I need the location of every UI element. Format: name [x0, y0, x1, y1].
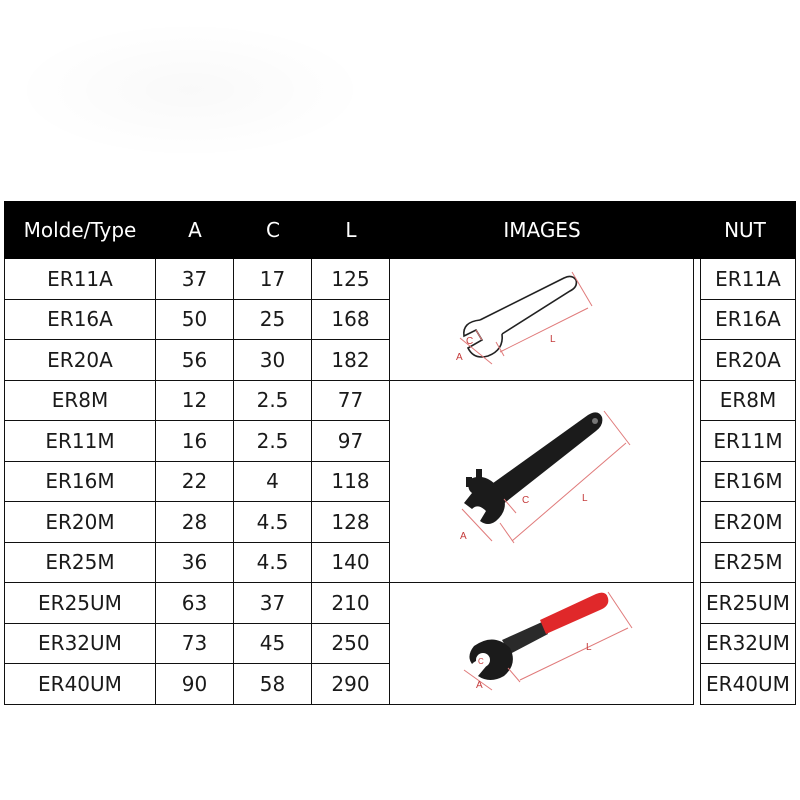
cell-l: 182 [312, 340, 390, 381]
nut-cell: ER25M [700, 543, 796, 584]
cell-type: ER32UM [4, 624, 156, 665]
cell-l: 168 [312, 300, 390, 341]
label-l: L [581, 493, 588, 505]
cell-type: ER40UM [4, 664, 156, 705]
cell-type: ER25UM [4, 583, 156, 624]
header-c: C [266, 218, 280, 242]
label-c: C [465, 336, 473, 348]
cell-c: 4.5 [234, 543, 312, 584]
cell-type: ER20M [4, 502, 156, 543]
table-row [4, 583, 390, 624]
header-type: Molde/Type [23, 218, 137, 242]
table-row [4, 421, 390, 462]
cell-l: 125 [312, 259, 390, 300]
cell-c: 4.5 [234, 502, 312, 543]
label-a: A [475, 680, 483, 692]
table-body [4, 259, 796, 705]
image-m-type-wrench [390, 381, 694, 584]
cell-c: 25 [234, 300, 312, 341]
label-l: L [549, 334, 556, 346]
cell-a: 12 [156, 381, 234, 422]
table-row [4, 664, 390, 705]
um-type-wrench-red-handle-icon [392, 584, 692, 702]
nut-cell: ER11M [700, 421, 796, 462]
table-row [4, 259, 390, 300]
header-nut: NUT [724, 218, 766, 242]
cell-l: 128 [312, 502, 390, 543]
cell-type: ER20A [4, 340, 156, 381]
header-l: L [345, 218, 357, 242]
table-row [4, 381, 390, 422]
image-um-type-wrench [390, 583, 694, 705]
nut-cell: ER25UM [700, 583, 796, 624]
cell-a: 56 [156, 340, 234, 381]
label-a: A [455, 352, 463, 364]
cell-c: 2.5 [234, 381, 312, 422]
nut-cell: ER16A [700, 300, 796, 341]
cell-l: 210 [312, 583, 390, 624]
image-a-type-wrench [390, 259, 694, 381]
a-type-wrench-outline-icon [392, 260, 692, 378]
table-row [4, 300, 390, 341]
nut-cell: ER16M [700, 462, 796, 503]
cell-a: 22 [156, 462, 234, 503]
nut-cell: ER20A [700, 340, 796, 381]
cell-a: 28 [156, 502, 234, 543]
cell-c: 17 [234, 259, 312, 300]
nut-cell: ER40UM [700, 664, 796, 705]
cell-a: 63 [156, 583, 234, 624]
cell-type: ER16M [4, 462, 156, 503]
cell-type: ER25M [4, 543, 156, 584]
cell-c: 4 [234, 462, 312, 503]
label-l: L [585, 642, 592, 654]
label-c: C [521, 495, 529, 507]
data-columns [4, 259, 390, 705]
cell-type: ER11A [4, 259, 156, 300]
table-header [4, 201, 796, 259]
cell-l: 290 [312, 664, 390, 705]
table-row [4, 624, 390, 665]
cell-type: ER11M [4, 421, 156, 462]
nut-column [694, 259, 796, 705]
label-c: C [477, 657, 484, 667]
table-row [4, 340, 390, 381]
cell-l: 77 [312, 381, 390, 422]
cell-c: 58 [234, 664, 312, 705]
nut-cell: ER11A [700, 259, 796, 300]
cell-l: 250 [312, 624, 390, 665]
label-a: A [459, 531, 467, 543]
cell-c: 2.5 [234, 421, 312, 462]
cell-c: 37 [234, 583, 312, 624]
cell-l: 97 [312, 421, 390, 462]
header-images: IMAGES [503, 218, 581, 242]
nut-cell: ER8M [700, 381, 796, 422]
table-row [4, 543, 390, 584]
nut-cell: ER32UM [700, 624, 796, 665]
cell-a: 36 [156, 543, 234, 584]
cell-l: 140 [312, 543, 390, 584]
background-haze [10, 20, 370, 160]
nut-cell: ER20M [700, 502, 796, 543]
cell-c: 45 [234, 624, 312, 665]
m-type-wrench-black-icon [392, 381, 692, 581]
header-a: A [188, 218, 202, 242]
cell-l: 118 [312, 462, 390, 503]
cell-type: ER8M [4, 381, 156, 422]
cell-a: 50 [156, 300, 234, 341]
cell-a: 73 [156, 624, 234, 665]
cell-a: 90 [156, 664, 234, 705]
cell-a: 37 [156, 259, 234, 300]
table-row [4, 462, 390, 503]
cell-type: ER16A [4, 300, 156, 341]
cell-c: 30 [234, 340, 312, 381]
table-row [4, 502, 390, 543]
cell-a: 16 [156, 421, 234, 462]
spec-table [4, 201, 796, 705]
